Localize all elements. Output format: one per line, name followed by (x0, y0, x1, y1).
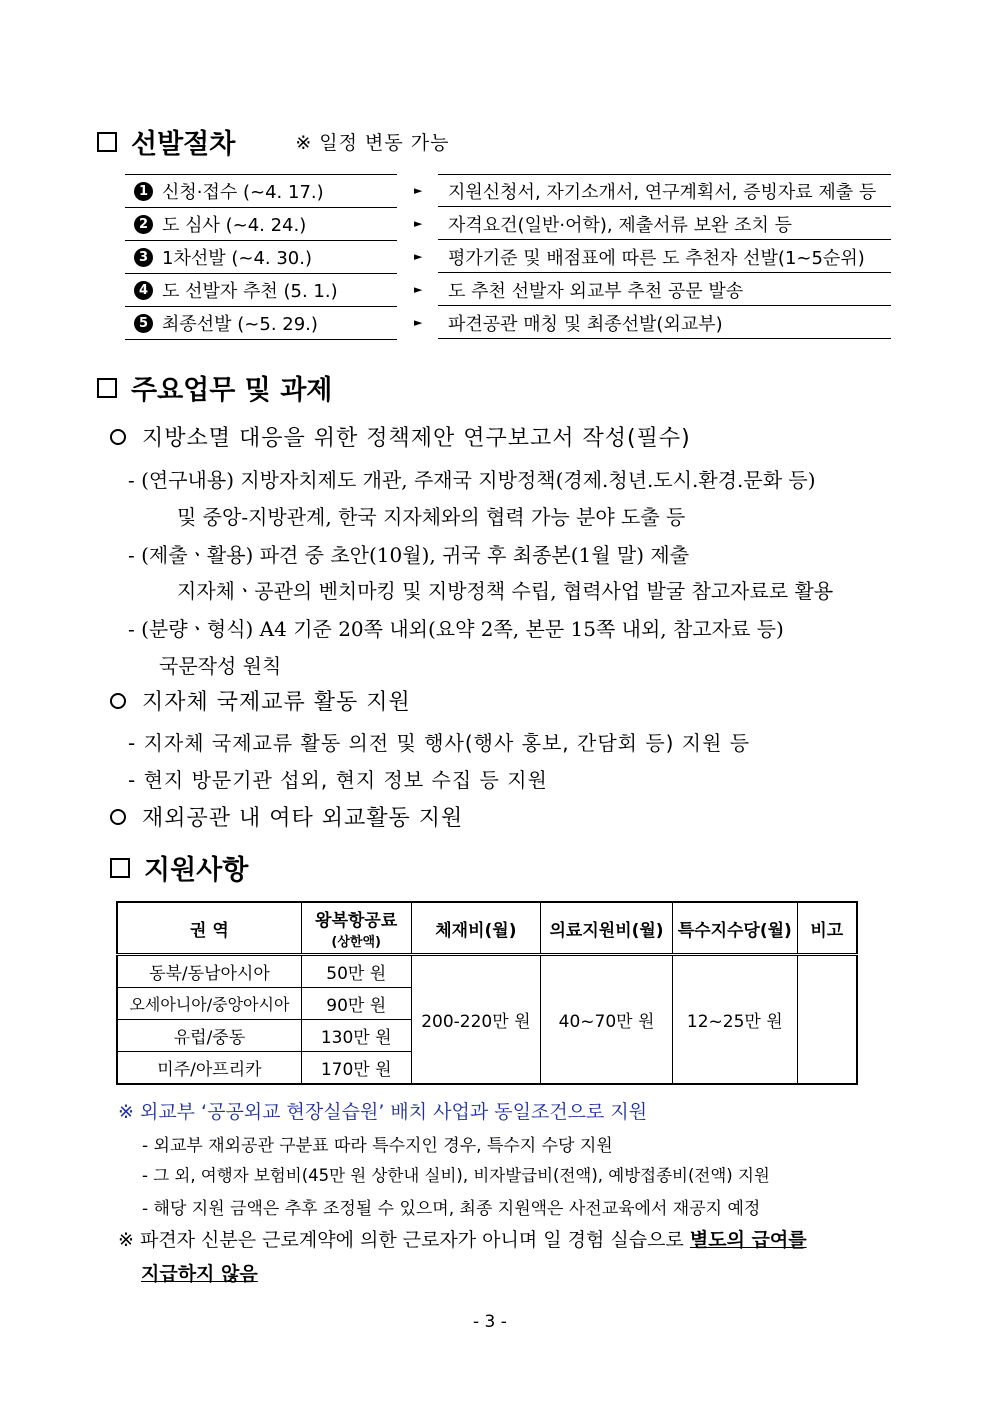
header-medical: 의료지원비(월) (541, 902, 673, 955)
step-label: 신청·접수 (~4. 17.) (162, 182, 324, 203)
duty-item-exchange (110, 685, 411, 716)
circle-bullet-icon (110, 809, 126, 825)
step-number-icon: 5 (134, 314, 153, 333)
checkbox-square-icon (110, 858, 130, 878)
table-row (117, 955, 857, 988)
circle-bullet-icon (110, 429, 126, 445)
step-description: 파견공관 매칭 및 최종선발(외교부) (438, 307, 891, 339)
step-label-cell (125, 208, 397, 241)
header-airfare-sub: (상한액) (331, 935, 381, 950)
research-format-line1: - (분량ㆍ형식) A4 기준 20쪽 내외(요약 2쪽, 본문 15쪽 내외, 참고자료 등) (128, 617, 784, 641)
header-special: 특수지수당(월) (672, 902, 797, 955)
note-status-underline2: 지급하지 않음 (141, 1263, 258, 1285)
arrow-right-icon: ► (414, 316, 423, 329)
special-cell: 12~25만 원 (672, 955, 797, 1085)
medical-cell: 40~70만 원 (541, 955, 673, 1085)
region-cell: 오세아니아/중앙아시아 (117, 988, 301, 1020)
arrow-right-icon: ► (414, 283, 423, 296)
section3-title-text: 지원사항 (144, 855, 249, 886)
step-label: 1차선발 (~4. 30.) (162, 248, 312, 269)
header-remark: 비고 (797, 902, 857, 955)
research-content-line2: 및 중앙-지방관계, 한국 지자체와의 협력 가능 분야 도출 등 (177, 505, 686, 529)
duty-item-research-text: 지방소멸 대응을 위한 정책제안 연구보고서 작성(필수) (142, 426, 691, 451)
support-table (116, 901, 858, 1085)
section-title-duties (97, 368, 332, 407)
step-label: 최종선발 (~5. 29.) (162, 314, 318, 335)
step-row (0, 241, 992, 274)
section-title-selection (97, 122, 450, 161)
arrow-right-icon: ► (414, 184, 423, 197)
step-row (0, 307, 992, 340)
support-table-header (117, 902, 857, 955)
circle-bullet-icon (110, 693, 126, 709)
exchange-sub2: - 현지 방문기관 섭외, 현지 정보 수집 등 지원 (128, 768, 548, 792)
note-status-prefix: ※ 파견자 신분은 근로계약에 의한 근로자가 아니며 일 경험 실습으로 (118, 1229, 690, 1251)
step-number-icon: 3 (134, 248, 153, 267)
header-airfare-text: 왕복항공료 (315, 911, 398, 931)
section1-title-text: 선발절차 (131, 129, 236, 160)
step-label: 도 심사 (~4. 24.) (162, 215, 307, 236)
duty-item-exchange-text: 지자체 국제교류 활동 지원 (142, 690, 411, 715)
arrow-right-icon: ► (414, 250, 423, 263)
step-label-cell (125, 307, 397, 340)
region-cell: 동북/동남아시아 (117, 955, 301, 988)
checkbox-square-icon (97, 378, 117, 398)
header-region: 권 역 (117, 902, 301, 955)
step-number-icon: 2 (134, 215, 153, 234)
step-label-cell (125, 175, 397, 208)
step-description: 지원신청서, 자기소개서, 연구계획서, 증빙자료 제출 등 (438, 175, 891, 207)
page-number: - 3 - (473, 1312, 507, 1332)
step-row (0, 274, 992, 307)
note-sub-special-allowance: - 외교부 재외공관 구분표 따라 특수지인 경우, 특수지 수당 지원 (142, 1136, 613, 1156)
note-public-diplomacy: ※ 외교부 ‘공공외교 현장실습원’ 배치 사업과 동일조건으로 지원 (118, 1101, 648, 1123)
airfare-cell: 170만 원 (301, 1052, 411, 1085)
research-format-line2: 국문작성 원칙 (159, 654, 282, 678)
stay-cell: 200-220만 원 (411, 955, 541, 1085)
header-airfare (301, 902, 411, 955)
duty-item-diplomacy (110, 801, 463, 832)
airfare-cell: 130만 원 (301, 1020, 411, 1052)
step-number-icon: 4 (134, 281, 153, 300)
step-label: 도 선발자 추천 (5. 1.) (162, 281, 338, 302)
duty-item-research (110, 421, 691, 452)
step-number-icon: 1 (134, 182, 153, 201)
research-content-line1: - (연구내용) 지방자치제도 개관, 주재국 지방정책(경제.청년.도시.환경.문화 등) (128, 468, 816, 492)
step-row (0, 175, 992, 208)
research-submit-line1: - (제출ㆍ활용) 파견 중 초안(10월), 귀국 후 최종본(1월 말) 제출 (128, 543, 690, 567)
checkbox-square-icon (97, 132, 117, 152)
region-cell: 유럽/중동 (117, 1020, 301, 1052)
research-submit-line2: 지자체ㆍ공관의 벤치마킹 및 지방정책 수립, 협력사업 발굴 참고자료로 활용 (177, 579, 834, 603)
note-sub-adjustment: - 해당 지원 금액은 추후 조정될 수 있으며, 최종 지원액은 사전교육에서 재공지 예정 (142, 1199, 761, 1219)
note-status-line2 (141, 1259, 258, 1286)
header-stay: 체재비(월) (411, 902, 541, 955)
step-label-cell (125, 274, 397, 307)
region-cell: 미주/아프리카 (117, 1052, 301, 1085)
section-title-support (110, 848, 248, 887)
note-status-underline1: 별도의 급여를 (689, 1229, 807, 1251)
airfare-cell: 90만 원 (301, 988, 411, 1020)
step-description: 자격요건(일반·어학), 제출서류 보완 조치 등 (438, 208, 891, 240)
duty-item-diplomacy-text: 재외공관 내 여타 외교활동 지원 (142, 806, 464, 831)
arrow-right-icon: ► (414, 217, 423, 230)
airfare-cell: 50만 원 (301, 955, 411, 988)
note-status (118, 1225, 807, 1252)
step-row (0, 208, 992, 241)
step-description: 평가기준 및 배점표에 따른 도 추천자 선발(1~5순위) (438, 241, 891, 273)
note-sub-insurance: - 그 외, 여행자 보험비(45만 원 상한내 실비), 비자발급비(전액), 예방접종비(전액) 지원 (142, 1166, 770, 1185)
exchange-sub1: - 지자체 국제교류 활동 의전 및 행사(행사 홍보, 간담회 등) 지원 등 (128, 731, 751, 755)
section2-title-text: 주요업무 및 과제 (131, 375, 333, 406)
schedule-note: ※ 일정 변동 가능 (295, 132, 450, 154)
remark-cell (797, 955, 857, 1085)
step-label-cell (125, 241, 397, 274)
step-description: 도 추천 선발자 외교부 추천 공문 발송 (438, 274, 891, 306)
